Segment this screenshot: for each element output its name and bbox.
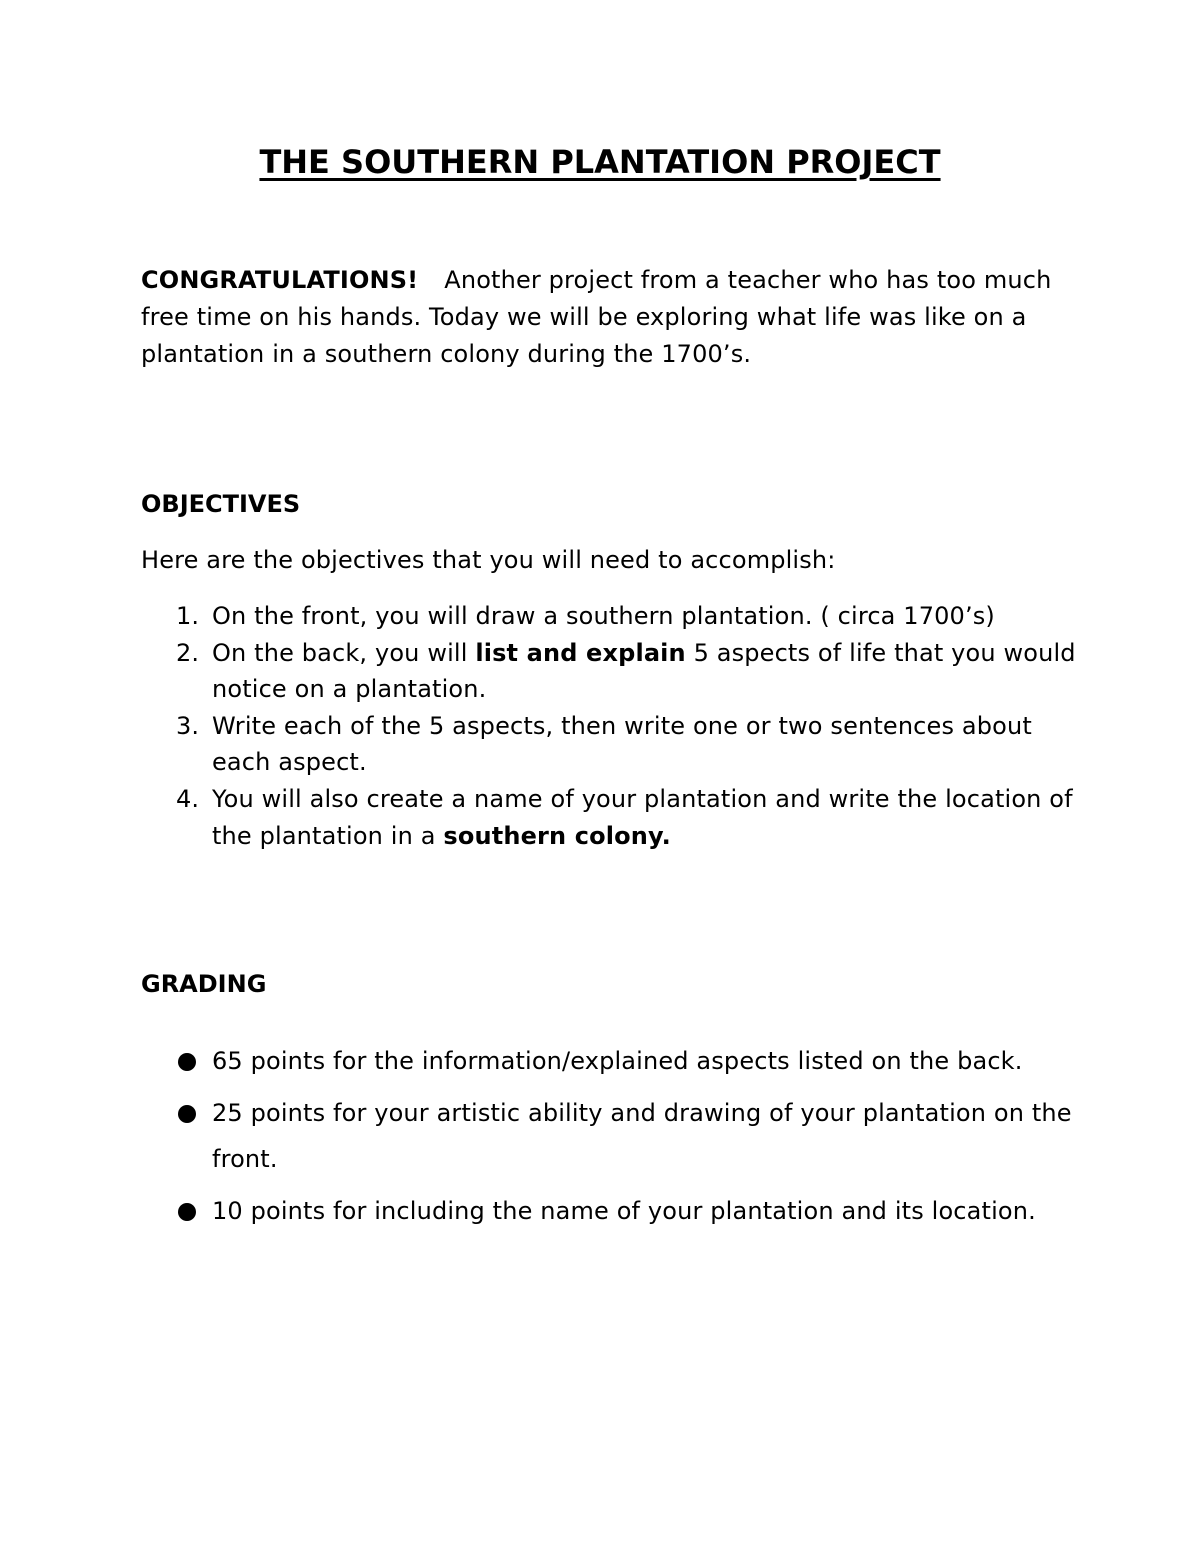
grading-heading: GRADING: [141, 970, 267, 998]
objective-emphasis: list and explain: [475, 638, 686, 667]
grading-text: 10 points for including the name of your plantation and its location.: [212, 1197, 1036, 1225]
objective-item-2: [141, 635, 1081, 708]
intro-paragraph: [141, 262, 1071, 373]
objectives-intro: Here are the objectives that you will need to accomplish:: [141, 546, 836, 574]
objective-number: 4.: [176, 784, 200, 813]
objective-text: Write each of the 5 aspects, then write one or two sentences about each aspect.: [212, 711, 1032, 777]
page-title: THE SOUTHERN PLANTATION PROJECT: [259, 143, 941, 181]
bullet-icon: [178, 1053, 196, 1071]
intro-text: Another project from a teacher who has too much free time on his hands. Today we will be exploring what life was like on a plantation in a southern colony during the 1700’s.: [141, 266, 1052, 368]
objective-text: You will also create a name of your plantation and write the location of the plantation in a: [212, 784, 1073, 850]
grading-item-3: [141, 1188, 1081, 1234]
bullet-icon: [178, 1105, 196, 1123]
objective-item-4: [141, 781, 1081, 854]
objective-item-3: [141, 708, 1081, 781]
grading-text: 65 points for the information/explained aspects listed on the back.: [212, 1047, 1023, 1075]
objectives-list: [141, 598, 1081, 854]
objective-item-1: [141, 598, 1081, 635]
objectives-heading: OBJECTIVES: [141, 490, 301, 518]
objective-text-after: 5 aspects of life that you would notice on a plantation.: [212, 638, 1076, 704]
objective-text: On the back, you will: [212, 638, 476, 667]
grading-item-2: [141, 1090, 1081, 1182]
grading-item-1: [141, 1038, 1081, 1084]
objective-number: 1.: [176, 602, 200, 630]
objective-number: 3.: [176, 711, 200, 740]
objective-text: On the front, you will draw a southern plantation. ( circa 1700’s): [212, 602, 995, 630]
grading-text: 25 points for your artistic ability and drawing of your plantation on the front.: [212, 1099, 1072, 1173]
intro-lead: CONGRATULATIONS!: [141, 266, 419, 294]
objective-number: 2.: [176, 638, 200, 667]
grading-list: [141, 1038, 1081, 1240]
objective-emphasis: southern colony.: [443, 821, 671, 850]
bullet-icon: [178, 1203, 196, 1221]
